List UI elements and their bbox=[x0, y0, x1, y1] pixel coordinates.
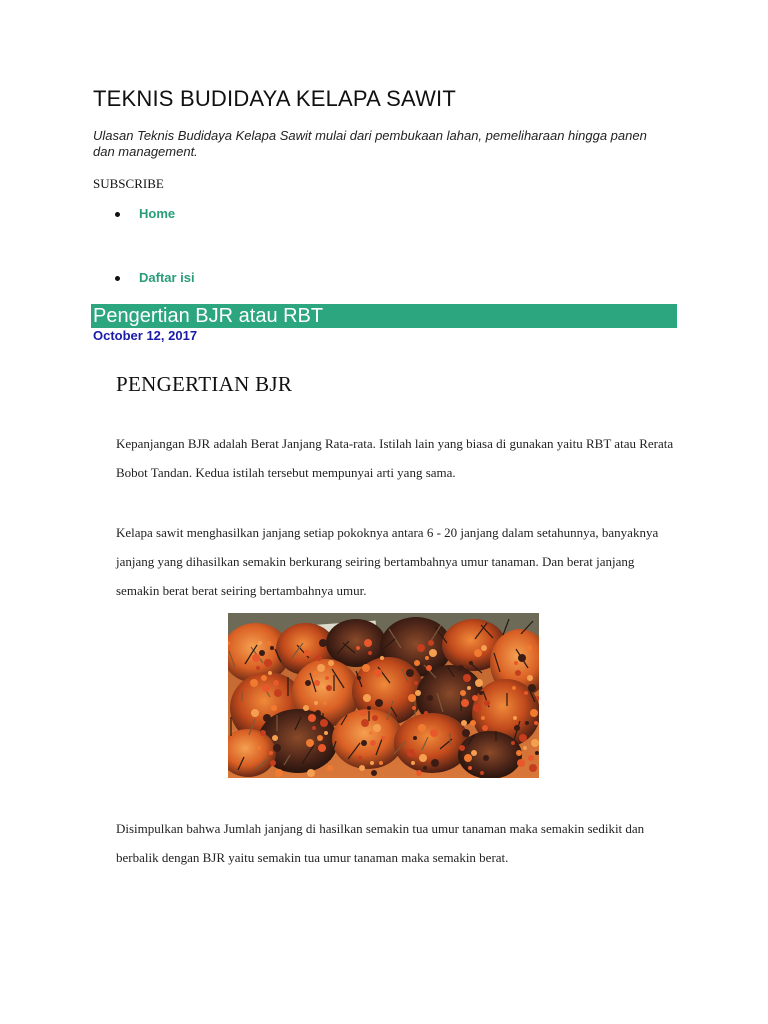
loose-fruit bbox=[358, 756, 362, 760]
post-date: October 12, 2017 bbox=[93, 328, 198, 343]
post-title-bar bbox=[91, 304, 677, 328]
loose-fruit bbox=[303, 705, 309, 711]
loose-fruit bbox=[320, 719, 328, 727]
loose-fruit bbox=[317, 735, 323, 741]
loose-fruit bbox=[516, 750, 522, 756]
loose-fruit bbox=[474, 649, 482, 657]
loose-fruit bbox=[304, 650, 310, 656]
loose-fruit bbox=[271, 705, 277, 711]
loose-fruit bbox=[257, 746, 261, 750]
loose-fruit bbox=[363, 694, 371, 702]
loose-fruit bbox=[273, 744, 281, 752]
loose-fruit bbox=[408, 694, 416, 702]
loose-fruit bbox=[312, 726, 316, 730]
loose-fruit bbox=[519, 734, 527, 742]
loose-fruit bbox=[470, 720, 476, 726]
loose-fruit bbox=[370, 761, 374, 765]
loose-fruit bbox=[262, 684, 270, 692]
loose-fruit bbox=[319, 639, 327, 647]
loose-fruit bbox=[317, 664, 325, 672]
loose-fruit bbox=[406, 669, 414, 677]
loose-fruit bbox=[423, 766, 427, 770]
loose-fruit bbox=[258, 641, 262, 645]
blog-description: Ulasan Teknis Budidaya Kelapa Sawit mulai dari pembukaan lahan, pemeliharaan hingga panen dan management. bbox=[93, 128, 647, 159]
loose-fruit bbox=[328, 660, 334, 666]
loose-fruit bbox=[357, 676, 361, 680]
loose-fruit bbox=[313, 671, 317, 675]
loose-fruit bbox=[306, 739, 314, 747]
loose-fruit bbox=[513, 716, 517, 720]
loose-fruit bbox=[479, 691, 483, 695]
loose-fruit bbox=[527, 675, 533, 681]
loose-fruit bbox=[480, 771, 484, 775]
loose-fruit bbox=[380, 656, 384, 660]
loose-fruit bbox=[256, 666, 260, 670]
loose-fruit bbox=[525, 721, 529, 725]
loose-fruit bbox=[511, 741, 515, 745]
loose-fruit bbox=[361, 719, 369, 727]
loose-fruit bbox=[414, 681, 418, 685]
loose-fruit bbox=[482, 725, 488, 731]
loose-fruit bbox=[528, 684, 536, 692]
loose-fruit bbox=[524, 691, 528, 695]
loose-fruit bbox=[462, 729, 470, 737]
loose-fruit bbox=[412, 706, 416, 710]
loose-fruit bbox=[323, 701, 327, 705]
loose-fruit bbox=[417, 644, 425, 652]
loose-fruit bbox=[430, 729, 438, 737]
loose-fruit bbox=[481, 645, 487, 651]
paragraph-bunch-count: Kelapa sawit menghasilkan janjang setiap pokoknya antara 6 - 20 janjang dalam setahunnya, banyaknya janjang yang dihasilkan semakin berkurang seiring bertambahnya umur tanaman. Dan berat janjang semakin berat berat seiring bertambahnya umur. bbox=[116, 525, 659, 598]
loose-fruit bbox=[473, 704, 481, 712]
loose-fruit bbox=[362, 664, 370, 672]
loose-fruit bbox=[481, 716, 485, 720]
subscribe-link[interactable]: SUBSCRIBE bbox=[93, 176, 164, 191]
loose-fruit bbox=[261, 675, 267, 681]
oil-palm-fruit-photo bbox=[228, 613, 539, 778]
loose-fruit bbox=[273, 680, 279, 686]
loose-fruit bbox=[263, 714, 271, 722]
loose-fruit bbox=[530, 709, 538, 717]
loose-fruit bbox=[461, 699, 469, 707]
loose-fruit bbox=[531, 739, 539, 747]
oil-palm-fruit-image bbox=[228, 613, 539, 778]
loose-fruit bbox=[268, 671, 272, 675]
loose-fruit bbox=[518, 654, 526, 662]
loose-fruit bbox=[326, 685, 332, 691]
loose-fruit bbox=[264, 659, 272, 667]
loose-fruit bbox=[483, 755, 489, 761]
loose-fruit bbox=[252, 654, 260, 662]
loose-fruit bbox=[471, 750, 477, 756]
loose-fruit bbox=[425, 656, 429, 660]
loose-fruit bbox=[270, 646, 274, 650]
loose-fruit bbox=[267, 641, 271, 645]
bullet-icon bbox=[115, 212, 120, 217]
loose-fruit bbox=[379, 761, 383, 765]
loose-fruit bbox=[361, 740, 367, 746]
loose-fruit bbox=[417, 665, 423, 671]
loose-fruit bbox=[359, 765, 365, 771]
loose-fruit bbox=[467, 686, 471, 690]
loose-fruit bbox=[472, 695, 478, 701]
loose-fruit bbox=[429, 649, 437, 657]
loose-fruit bbox=[416, 770, 422, 776]
loose-fruit bbox=[370, 740, 376, 746]
loose-fruit bbox=[274, 689, 282, 697]
loose-fruit bbox=[414, 660, 420, 666]
loose-fruit bbox=[356, 646, 360, 650]
loose-fruit bbox=[415, 690, 421, 696]
loose-fruit bbox=[526, 645, 532, 651]
loose-fruit bbox=[374, 669, 382, 677]
loose-fruit bbox=[269, 751, 273, 755]
loose-fruit bbox=[372, 715, 378, 721]
loose-fruit bbox=[324, 731, 328, 735]
loose-fruit bbox=[251, 709, 259, 717]
loose-fruit bbox=[427, 695, 433, 701]
loose-fruit bbox=[463, 674, 471, 682]
loose-fruit bbox=[428, 640, 434, 646]
loose-fruit bbox=[367, 706, 371, 710]
loose-fruit bbox=[418, 724, 426, 732]
loose-fruit bbox=[515, 670, 521, 676]
loose-fruit bbox=[368, 651, 372, 655]
loose-fruit bbox=[272, 735, 278, 741]
loose-fruit bbox=[270, 760, 276, 766]
loose-fruit bbox=[411, 761, 415, 765]
loose-fruit bbox=[316, 655, 322, 661]
loose-fruit bbox=[468, 766, 472, 770]
loose-fruit bbox=[464, 754, 472, 762]
loose-fruit bbox=[373, 724, 381, 732]
post-title[interactable]: Pengertian BJR atau RBT bbox=[93, 305, 324, 327]
loose-fruit bbox=[375, 699, 383, 707]
loose-fruit bbox=[360, 710, 366, 716]
loose-fruit bbox=[381, 736, 385, 740]
loose-fruit bbox=[314, 701, 318, 705]
loose-fruit bbox=[475, 679, 483, 687]
loose-fruit bbox=[314, 680, 320, 686]
loose-fruit bbox=[260, 730, 266, 736]
loose-fruit bbox=[459, 745, 465, 751]
loose-fruit bbox=[250, 679, 258, 687]
loose-fruit bbox=[424, 711, 428, 715]
paragraph-bjr-definition: Kepanjangan BJR adalah Berat Janjang Rata-rata. Istilah lain yang biasa di gunakan yaitu RBT atau Rerata Bobot Tandan. Kedua istilah tersebut mempunyai arti yang sama. bbox=[116, 436, 674, 480]
loose-fruit bbox=[469, 661, 473, 665]
loose-fruit bbox=[413, 736, 417, 740]
loose-fruit bbox=[535, 751, 539, 755]
loose-fruit bbox=[308, 714, 316, 722]
loose-fruit bbox=[315, 710, 321, 716]
bullet-icon bbox=[115, 276, 120, 281]
loose-fruit bbox=[523, 746, 527, 750]
paragraph-conclusion: Disimpulkan bahwa Jumlah janjang di hasilkan semakin tua umur tanaman maka semakin sedikit dan berbalik dengan BJR yaitu semakin tua umur tanaman maka semakin berat. bbox=[116, 821, 645, 865]
loose-fruit bbox=[461, 720, 467, 726]
loose-fruit bbox=[431, 759, 439, 767]
content-heading: PENGERTIAN BJR bbox=[116, 372, 293, 396]
loose-fruit bbox=[325, 676, 329, 680]
blog-title: TEKNIS BUDIDAYA KELAPA SAWIT bbox=[93, 86, 456, 111]
loose-fruit bbox=[275, 769, 283, 777]
loose-fruit bbox=[460, 690, 466, 696]
loose-fruit bbox=[512, 686, 516, 690]
loose-fruit bbox=[307, 769, 315, 777]
loose-fruit bbox=[327, 765, 333, 771]
loose-fruit bbox=[426, 665, 432, 671]
loose-fruit bbox=[318, 744, 326, 752]
loose-fruit bbox=[407, 749, 415, 757]
loose-fruit bbox=[484, 700, 490, 706]
loose-fruit bbox=[534, 721, 538, 725]
loose-fruit bbox=[529, 764, 537, 772]
loose-fruit bbox=[517, 759, 525, 767]
nav-link-daftar-isi[interactable]: Daftar isi bbox=[139, 270, 195, 285]
loose-fruit bbox=[419, 754, 427, 762]
loose-fruit bbox=[528, 755, 534, 761]
loose-fruit bbox=[514, 661, 518, 665]
loose-fruit bbox=[305, 680, 311, 686]
loose-fruit bbox=[514, 725, 520, 731]
loose-fruit bbox=[369, 731, 373, 735]
loose-fruit bbox=[371, 770, 377, 776]
fruit-bunch bbox=[332, 709, 404, 769]
loose-fruit bbox=[259, 650, 265, 656]
loose-fruit bbox=[364, 639, 372, 647]
nav-link-home[interactable]: Home bbox=[139, 206, 176, 221]
loose-fruit bbox=[458, 665, 464, 671]
